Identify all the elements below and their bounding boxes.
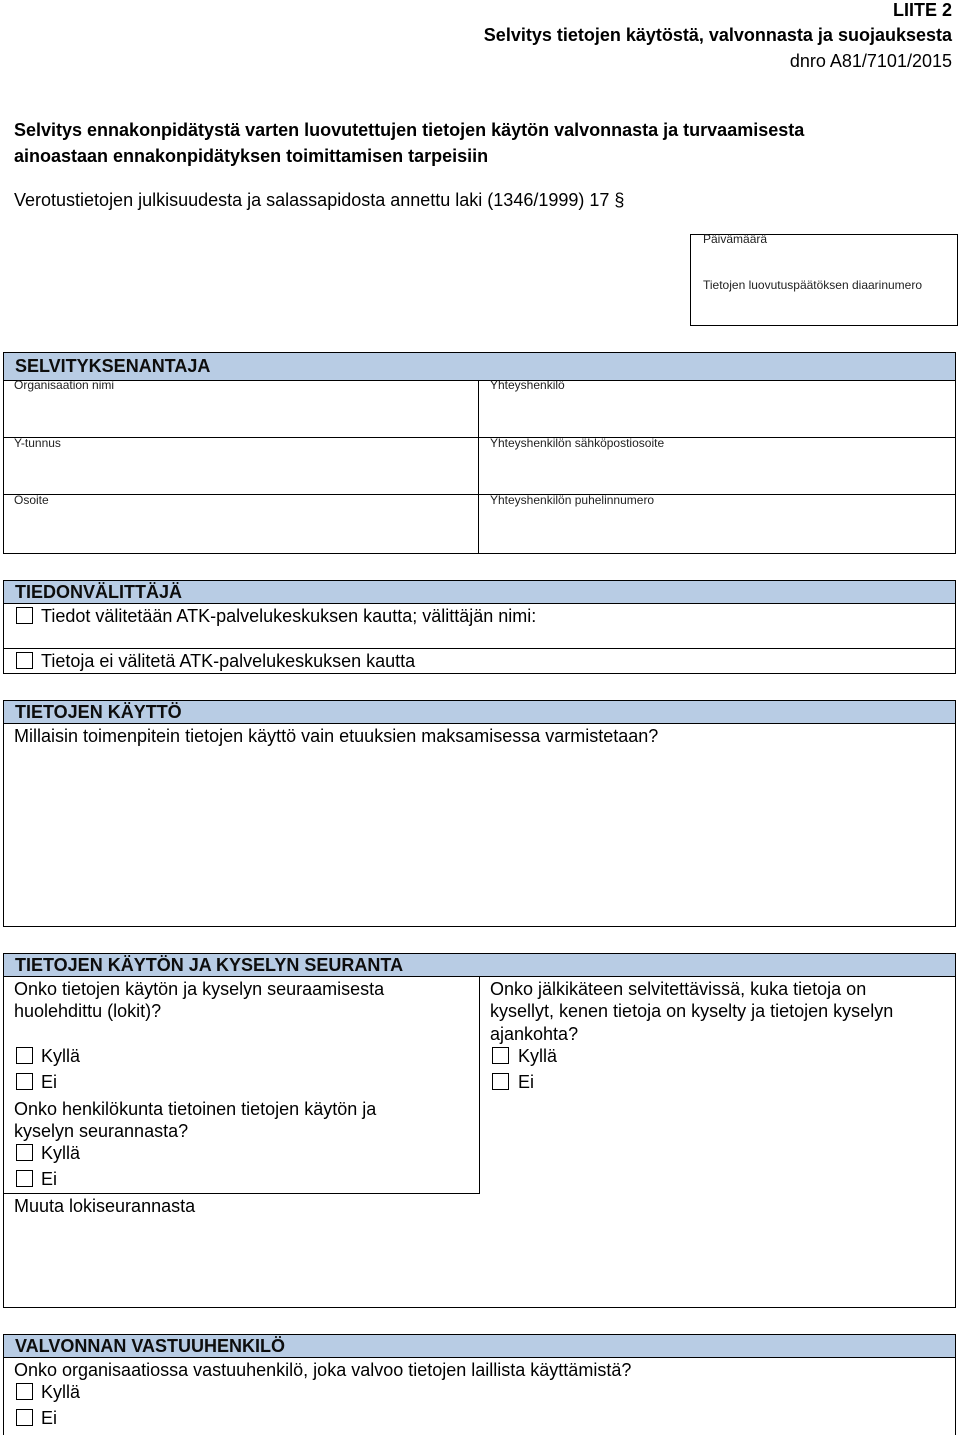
provider-section <box>3 380 956 554</box>
forwarder-not-via-label: Tietoja ei välitetä ATK-palvelukeskuksen kautta <box>41 651 416 671</box>
staff-aware-yes-checkbox[interactable] <box>16 1144 33 1161</box>
other-log-label: Muuta lokiseurannasta <box>14 1196 196 1216</box>
forwarder-via-label: Tiedot välitetään ATK-palvelukeskuksen kautta; välittäjän nimi: <box>41 606 537 626</box>
contact-email-label: Yhteyshenkilön sähköpostiosoite <box>490 436 665 450</box>
supervisor-yes-checkbox[interactable] <box>16 1383 33 1400</box>
provider-divider <box>478 380 479 554</box>
log-yes-label: Kyllä <box>41 1046 81 1066</box>
provider-row-line-2 <box>3 494 956 495</box>
staff-aware-no-checkbox[interactable] <box>16 1170 33 1187</box>
log-question-line2: huolehdittu (lokit)? <box>14 1001 162 1021</box>
monitoring-heading: TIETOJEN KÄYTÖN JA KYSELYN SEURANTA <box>3 953 956 977</box>
traceability-yes-checkbox[interactable] <box>492 1047 509 1064</box>
appendix-label: LIITE 2 <box>892 0 952 20</box>
address-label: Osoite <box>14 493 49 507</box>
log-no-label: Ei <box>41 1072 58 1092</box>
traceability-no-label: Ei <box>518 1072 535 1092</box>
traceability-yes-label: Kyllä <box>518 1046 558 1066</box>
supervisor-no-checkbox[interactable] <box>16 1409 33 1426</box>
traceability-question-line3: ajankohta? <box>490 1024 579 1044</box>
traceability-question-line2: kysellyt, kenen tietoja on kyselty ja tietojen kyselyn <box>490 1001 894 1021</box>
staff-aware-no-label: Ei <box>41 1169 58 1189</box>
log-yes-checkbox[interactable] <box>16 1047 33 1064</box>
document-title: Selvitys tietojen käytöstä, valvonnasta ja suojauksesta <box>483 25 952 45</box>
staff-aware-question-line1: Onko henkilökunta tietoinen tietojen käytön ja <box>14 1099 377 1119</box>
forwarder-heading: TIEDONVÄLITTÄJÄ <box>3 580 956 604</box>
traceability-question-line1: Onko jälkikäteen selvitettävissä, kuka tietoja on <box>490 979 867 999</box>
monitoring-row-line <box>3 1193 480 1194</box>
log-no-checkbox[interactable] <box>16 1073 33 1090</box>
log-question-line1: Onko tietojen käytön ja kyselyn seuraamisesta <box>14 979 385 999</box>
forwarder-via-checkbox[interactable] <box>16 607 33 624</box>
org-name-label: Organisaation nimi <box>14 378 115 392</box>
traceability-no-checkbox[interactable] <box>492 1073 509 1090</box>
staff-aware-question-line2: kyselyn seurannasta? <box>14 1121 189 1141</box>
provider-heading: SELVITYKSENANTAJA <box>3 352 956 381</box>
contact-person-label: Yhteyshenkilö <box>490 378 565 392</box>
forwarder-row-line <box>3 648 956 649</box>
date-label: Päivämäärä <box>703 232 768 246</box>
decision-number-label: Tietojen luovutuspäätöksen diaarinumero <box>703 278 923 292</box>
supervisor-no-label: Ei <box>41 1408 58 1428</box>
record-number: dnro A81/7101/2015 <box>789 51 952 71</box>
forwarder-not-via-checkbox[interactable] <box>16 652 33 669</box>
law-reference: Verotustietojen julkisuudesta ja salassapidosta annettu laki (1346/1999) 17 § <box>14 190 625 210</box>
usage-heading: TIETOJEN KÄYTTÖ <box>3 700 956 724</box>
supervisor-heading: VALVONNAN VASTUUHENKILÖ <box>3 1334 956 1358</box>
provider-row-line-1 <box>3 437 956 438</box>
monitoring-divider <box>479 976 480 1194</box>
contact-phone-label: Yhteyshenkilön puhelinnumero <box>490 493 655 507</box>
form-title-line1: Selvitys ennakonpidätystä varten luovutettujen tietojen käytön valvonnasta ja turvaamisesta <box>14 120 805 140</box>
usage-question: Millaisin toimenpitein tietojen käyttö vain etuuksien maksamisessa varmistetaan? <box>14 726 659 746</box>
supervisor-yes-label: Kyllä <box>41 1382 81 1402</box>
business-id-label: Y-tunnus <box>14 436 61 450</box>
form-title-line2: ainoastaan ennakonpidätyksen toimittamisen tarpeisiin <box>14 146 489 166</box>
supervisor-question: Onko organisaatiossa vastuuhenkilö, joka valvoo tietojen laillista käyttämistä? <box>14 1360 632 1380</box>
usage-section[interactable] <box>3 723 956 927</box>
staff-aware-yes-label: Kyllä <box>41 1143 81 1163</box>
